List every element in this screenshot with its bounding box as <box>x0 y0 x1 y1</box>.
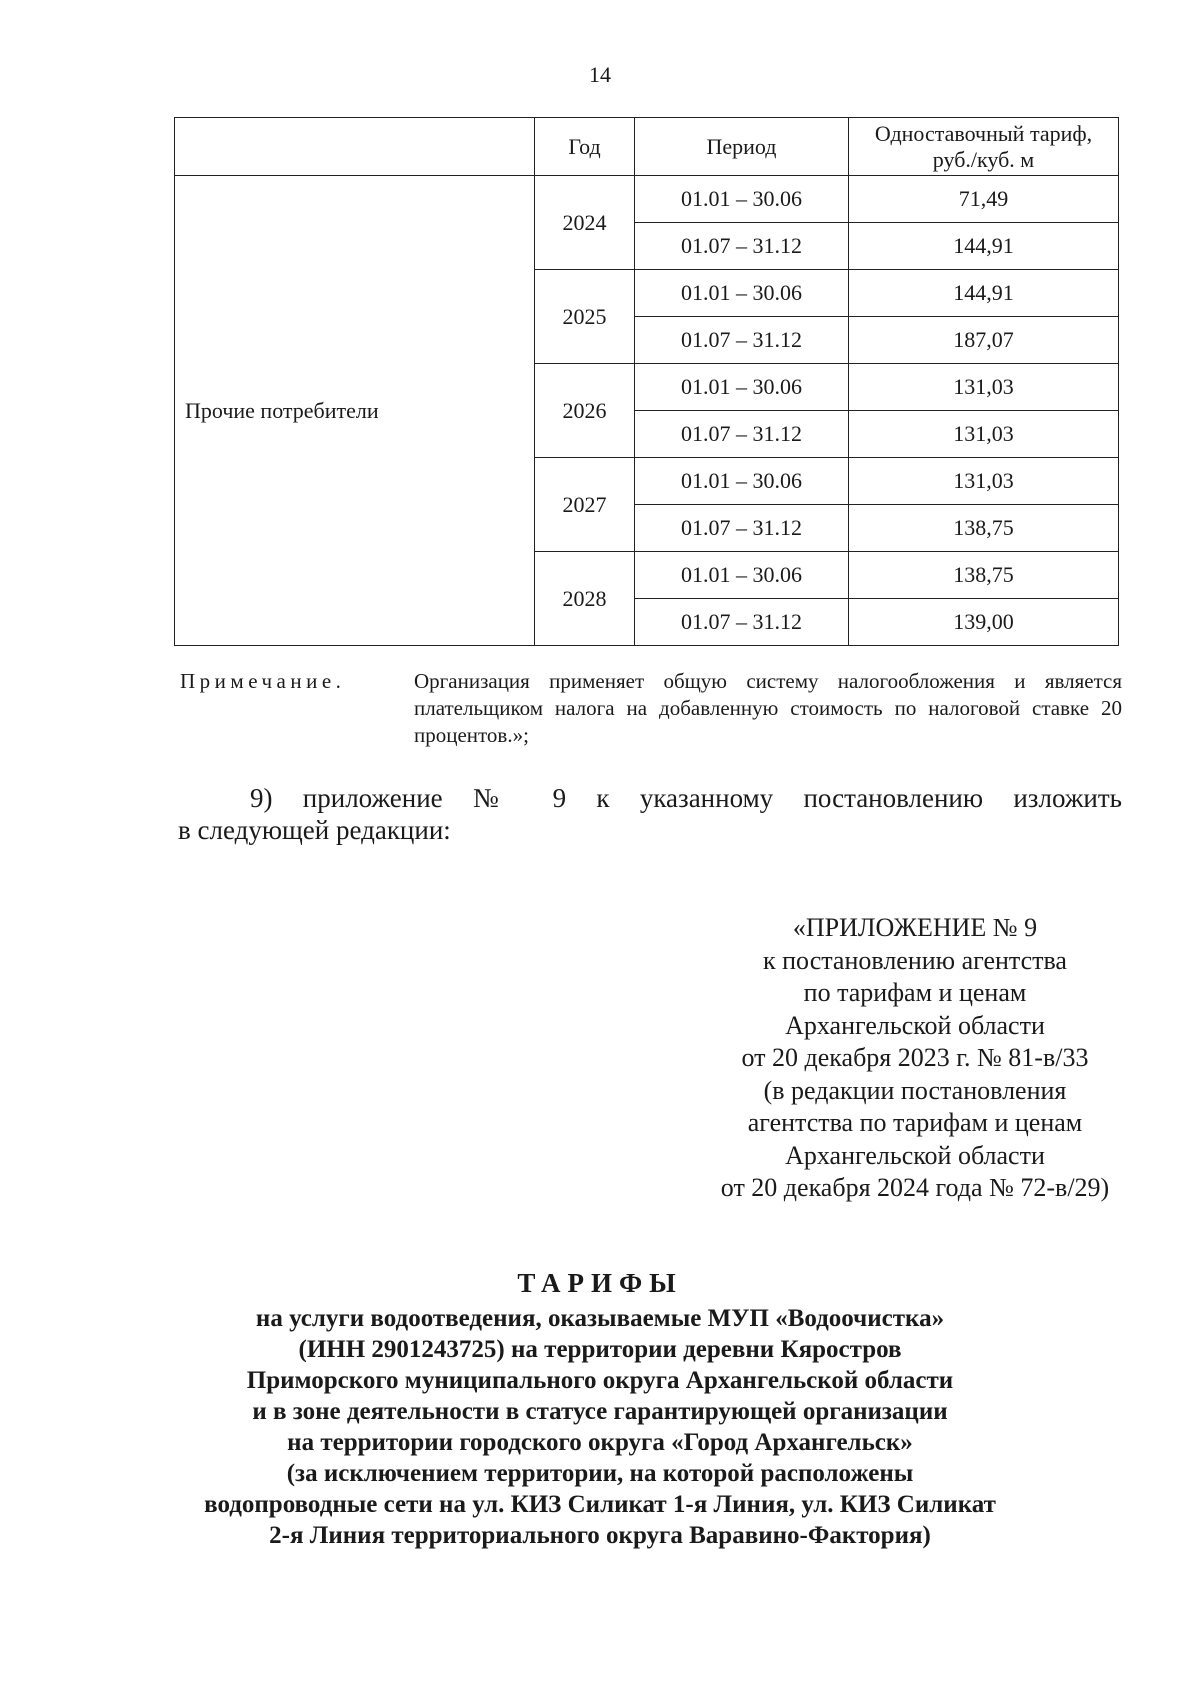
title-line: (ИНН 2901243725) на территории деревни Кяростров <box>298 1336 902 1363</box>
title-main: ТАРИФЫ <box>517 1268 683 1298</box>
period-cell: 01.07 – 31.12 <box>635 505 849 552</box>
note-line: и является плательщиком налога на добавленную стоимость <box>414 669 1122 720</box>
appendix-line: (в редакции постановления <box>763 1075 1067 1105</box>
appendix-line: по тарифам и ценам <box>803 978 1027 1007</box>
tariff-cell: 138,75 <box>849 505 1119 552</box>
tariff-cell: 138,75 <box>849 552 1119 599</box>
appendix-line: «ПРИЛОЖЕНИЕ № 9 <box>792 913 1038 942</box>
tariff-cell: 131,03 <box>849 364 1119 411</box>
header-year: Год <box>535 118 635 176</box>
appendix-line: от 20 декабря 2023 г. № 81-в/33 <box>741 1043 1089 1072</box>
year-cell: 2028 <box>535 552 635 646</box>
note-line: Организация применяет общую систему налогообложения <box>414 669 995 693</box>
title-line: (за исключением территории, на которой расположены <box>286 1460 914 1487</box>
title-line: и в зоне деятельности в статусе гарантирующей организации <box>252 1398 948 1425</box>
note-text <box>414 668 1122 749</box>
period-cell: 01.01 – 30.06 <box>635 270 849 317</box>
header-period: Период <box>635 118 849 176</box>
note-label: Примечание. <box>180 669 346 693</box>
tariff-cell: 187,07 <box>849 317 1119 364</box>
tariff-cell: 144,91 <box>849 270 1119 317</box>
consumer-cell: Прочие потребители <box>175 176 535 646</box>
paragraph-line: 9) приложение № 9 к указанному постановлению изложить <box>250 783 1122 813</box>
appendix-line: от 20 декабря 2024 года № 72-в/29) <box>720 1173 1110 1202</box>
table-header-row <box>175 118 1119 176</box>
header-tariff <box>849 118 1119 176</box>
appendix-line: Архангельской области <box>785 1010 1045 1040</box>
title-line: на услуги водоотведения, оказываемые МУП «Водоочистка» <box>255 1305 945 1332</box>
title-line: 2-я Линия территориального округа Варавино-Фактория) <box>269 1522 931 1549</box>
header-tariff-line1: Одноставочный тариф, <box>874 120 1093 146</box>
period-cell: 01.07 – 31.12 <box>635 411 849 458</box>
appendix-line: к постановлению агентства <box>763 945 1067 975</box>
tariff-cell: 131,03 <box>849 458 1119 505</box>
year-cell: 2024 <box>535 176 635 270</box>
tariff-cell: 71,49 <box>849 176 1119 223</box>
tariff-cell: 144,91 <box>849 223 1119 270</box>
title-line: Приморского муниципального округа Архангельской области <box>246 1367 954 1394</box>
period-cell: 01.01 – 30.06 <box>635 552 849 599</box>
tariff-table <box>174 117 1119 646</box>
period-cell: 01.01 – 30.06 <box>635 458 849 505</box>
period-cell: 01.01 – 30.06 <box>635 176 849 223</box>
year-cell: 2025 <box>535 270 635 364</box>
document-title <box>0 1268 1200 1551</box>
note-line: по налоговой ставке 20 процентов.»; <box>414 696 1122 747</box>
appendix-heading <box>680 912 1150 1205</box>
period-cell: 01.07 – 31.12 <box>635 223 849 270</box>
paragraph-line: в следующей редакции: <box>178 815 451 845</box>
year-cell: 2027 <box>535 458 635 552</box>
header-tariff-line2: руб./куб. м <box>932 146 1035 172</box>
header-consumer <box>175 118 535 176</box>
page-number: 14 <box>589 62 611 87</box>
year-cell: 2026 <box>535 364 635 458</box>
period-cell: 01.07 – 31.12 <box>635 317 849 364</box>
table-row <box>175 176 1119 223</box>
paragraph-9 <box>178 782 1122 846</box>
tariff-cell: 139,00 <box>849 599 1119 646</box>
tariff-cell: 131,03 <box>849 411 1119 458</box>
appendix-line: Архангельской области <box>785 1140 1045 1170</box>
title-line: водопроводные сети на ул. КИЗ Силикат 1-я Линия, ул. КИЗ Силикат <box>204 1491 996 1518</box>
period-cell: 01.07 – 31.12 <box>635 599 849 646</box>
period-cell: 01.01 – 30.06 <box>635 364 849 411</box>
title-line: на территории городского округа «Город Архангельск» <box>287 1429 913 1456</box>
appendix-line: агентства по тарифам и ценам <box>747 1108 1083 1137</box>
